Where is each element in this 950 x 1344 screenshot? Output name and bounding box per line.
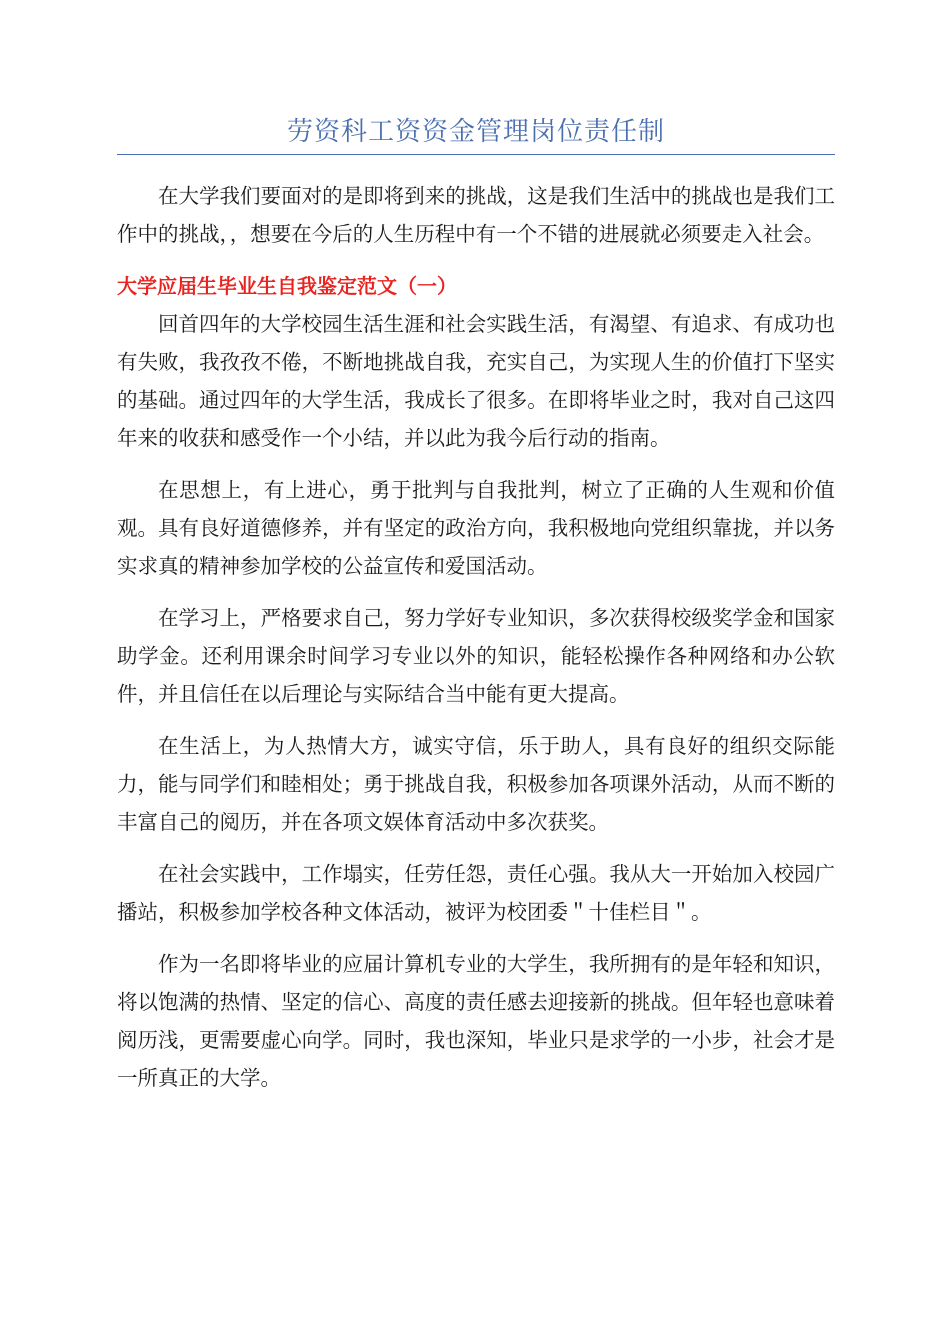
body-paragraph: 在学习上，严格要求自己，努力学好专业知识，多次获得校级奖学金和国家助学金。还利用课余时间学习专业以外的知识，能轻松操作各种网络和办公软件，并且信任在以后理论与实际结合当中能有更大提高。 <box>117 606 835 706</box>
body-paragraph: 作为一名即将毕业的应届计算机专业的大学生，我所拥有的是年轻和知识，将以饱满的热情、坚定的信心、高度的责任感去迎接新的挑战。但年轻也意味着阅历浅，更需要虚心向学。同时，我也深知，毕业只是求学的一小步，社会才是一所真正的大学。 <box>117 952 835 1090</box>
document-page <box>117 110 835 1111</box>
body-paragraph: 在生活上，为人热情大方，诚实守信，乐于助人，具有良好的组织交际能力，能与同学们和睦相处；勇于挑战自我，积极参加各项课外活动，从而不断的丰富自己的阅历，并在各项文娱体育活动中多次获奖。 <box>117 734 835 834</box>
body-paragraph: 回首四年的大学校园生活生涯和社会实践生活，有渴望、有追求、有成功也有失败，我孜孜不倦，不断地挑战自我，充实自己，为实现人生的价值打下坚实的基础。通过四年的大学生活，我成长了很多。在即将毕业之时，我对自己这四年来的收获和感受作一个小结，并以此为我今后行动的指南。 <box>117 312 835 450</box>
intro-paragraph: 在大学我们要面对的是即将到来的挑战，这是我们生活中的挑战也是我们工作中的挑战，，想要在今后的人生历程中有一个不错的进展就必须要走入社会。 <box>117 184 835 246</box>
body-paragraph: 在社会实践中，工作塌实，任劳任怨，责任心强。我从大一开始加入校园广播站，积极参加学校各种文体活动，被评为校团委＂十佳栏目＂。 <box>117 862 835 924</box>
document-title: 劳资科工资资金管理岗位责任制 <box>286 117 665 147</box>
section-heading: 大学应届生毕业生自我鉴定范文（一） <box>117 274 457 298</box>
title-underline <box>117 154 835 155</box>
body-paragraph: 在思想上，有上进心，勇于批判与自我批判，树立了正确的人生观和价值观。具有良好道德修养，并有坚定的政治方向，我积极地向党组织靠拢，并以务实求真的精神参加学校的公益宣传和爱国活动。 <box>117 478 835 578</box>
